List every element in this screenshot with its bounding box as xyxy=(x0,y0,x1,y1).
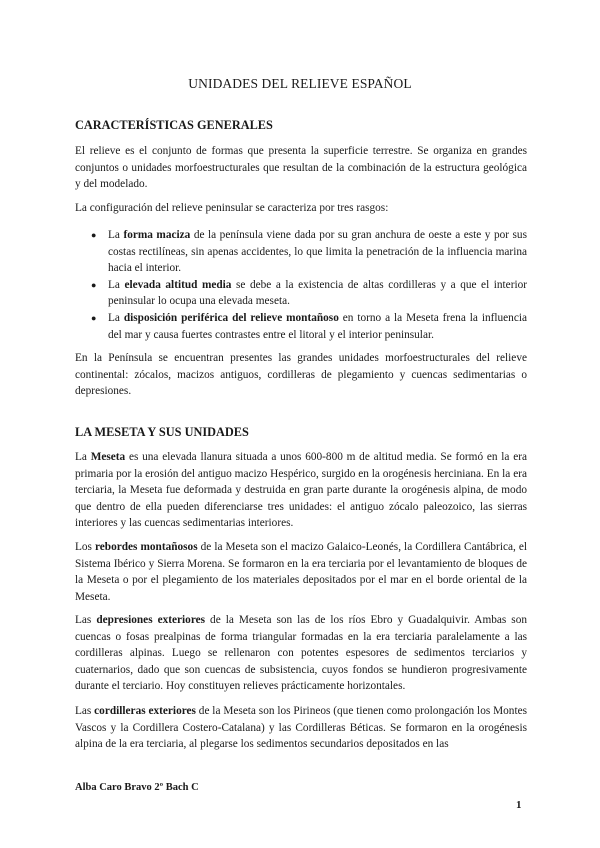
footer-author: Alba Caro Bravo 2º Bach C xyxy=(75,782,199,793)
bullet-icon: ● xyxy=(91,312,97,323)
section-heading-caracteristicas: CARACTERÍSTICAS GENERALES xyxy=(75,118,273,132)
bold-term: forma maciza xyxy=(123,229,191,241)
bullet-icon: ● xyxy=(91,230,97,240)
list-item: ● La elevada altitud media se debe a la existencia de altas cordilleras y a que el interior peninsular lo ocupa una elevada meseta. xyxy=(91,278,527,308)
bold-term: Meseta xyxy=(90,451,126,463)
bold-term: elevada altitud media xyxy=(124,278,232,291)
bold-term: cordilleras exteriores xyxy=(94,705,196,717)
bold-term: depresiones exteriores xyxy=(96,614,206,626)
paragraph-relieve-definicion: El relieve es el conjunto de formas que presenta la superficie terrestre. Se organiza en grandes conjuntos o unidades morfoestructurales que resultan de la combinación de la estructura geológica y del modelado. xyxy=(75,145,527,191)
paragraph-configuracion: La configuración del relieve peninsular se caracteriza por tres rasgos: xyxy=(75,202,389,214)
paragraph-cordilleras: Las cordilleras exteriores de la Meseta son los Pirineos (que tienen como prolongación los Montes Vascos y la Cordillera Costero-Catalana) y las Cordilleras Béticas. Se formaron en la orogénesis alpina de la era terciaria, al plegarse los sedimentos secundarios depositados en las xyxy=(75,705,527,751)
bold-term: rebordes montañosos xyxy=(94,541,198,553)
list-item: ● La forma maciza de la península viene dada por su gran anchura de oeste a este y por sus costas rectilíneas, sin apenas accidentes, lo que limita la penetración de la influencia marina hacia el interior. xyxy=(91,229,527,275)
section-heading-meseta: LA MESETA Y SUS UNIDADES xyxy=(75,425,249,439)
paragraph-meseta: La Meseta es una elevada llanura situada a unos 600-800 m de altitud media. Se formó en la era primaria por la erosión del antiguo macizo Hespérico, surgido en la orogénesis herciniana. En la era terciaria, la Meseta fue deformada y destruida en gran parte durante la orogénesis alpina, de modo que dentro de ella pueden diferenciarse tres unidades: el antiguo zócalo paleozoico, las sierras interiores y las cuencas sedimentarias interiores. xyxy=(75,451,527,530)
bold-term: disposición periférica del relieve montañoso xyxy=(123,311,339,324)
bullet-icon: ● xyxy=(91,279,97,290)
paragraph-unidades-morfoestructurales: En la Península se encuentran presentes las grandes unidades morfoestructurales del relieve continental: zócalos, macizos antiguos, cordilleras de plegamiento y cuencas sedimentarias o depresiones. xyxy=(75,352,527,398)
paragraph-rebordes: Los rebordes montañosos de la Meseta son el macizo Galaico-Leonés, la Cordillera Cantábrica, el Sistema Ibérico y Sierra Morena. Se formaron en la era terciaria por el levantamiento de bloques de la Meseta o por el plegamiento de los materiales depositados por el mar en el borde oriental de la Meseta. xyxy=(75,541,527,603)
paragraph-depresiones: Las depresiones exteriores de la Meseta son las de los ríos Ebro y Guadalquivir. Ambas son cuencas o fosas prealpinas de forma triangular formadas en la era terciaria paralelamente a las cordilleras alpinas. Luego se rellenaron con potentes espesores de sedimentos terciarios y cuaternarios, dado que son cuencas de subsistencia, cuyos fondos se hundieron progresivamente durante el terciario. Hoy constituyen relieves prácticamente horizontales. xyxy=(75,614,527,693)
page-number: 1 xyxy=(516,799,522,811)
document-title: UNIDADES DEL RELIEVE ESPAÑOL xyxy=(188,76,412,91)
list-item: ● La disposición periférica del relieve montañoso en torno a la Meseta frena la influencia del mar y causa fuertes contrastes entre el litoral y el interior peninsular. xyxy=(91,311,527,341)
rasgos-list xyxy=(75,227,527,343)
